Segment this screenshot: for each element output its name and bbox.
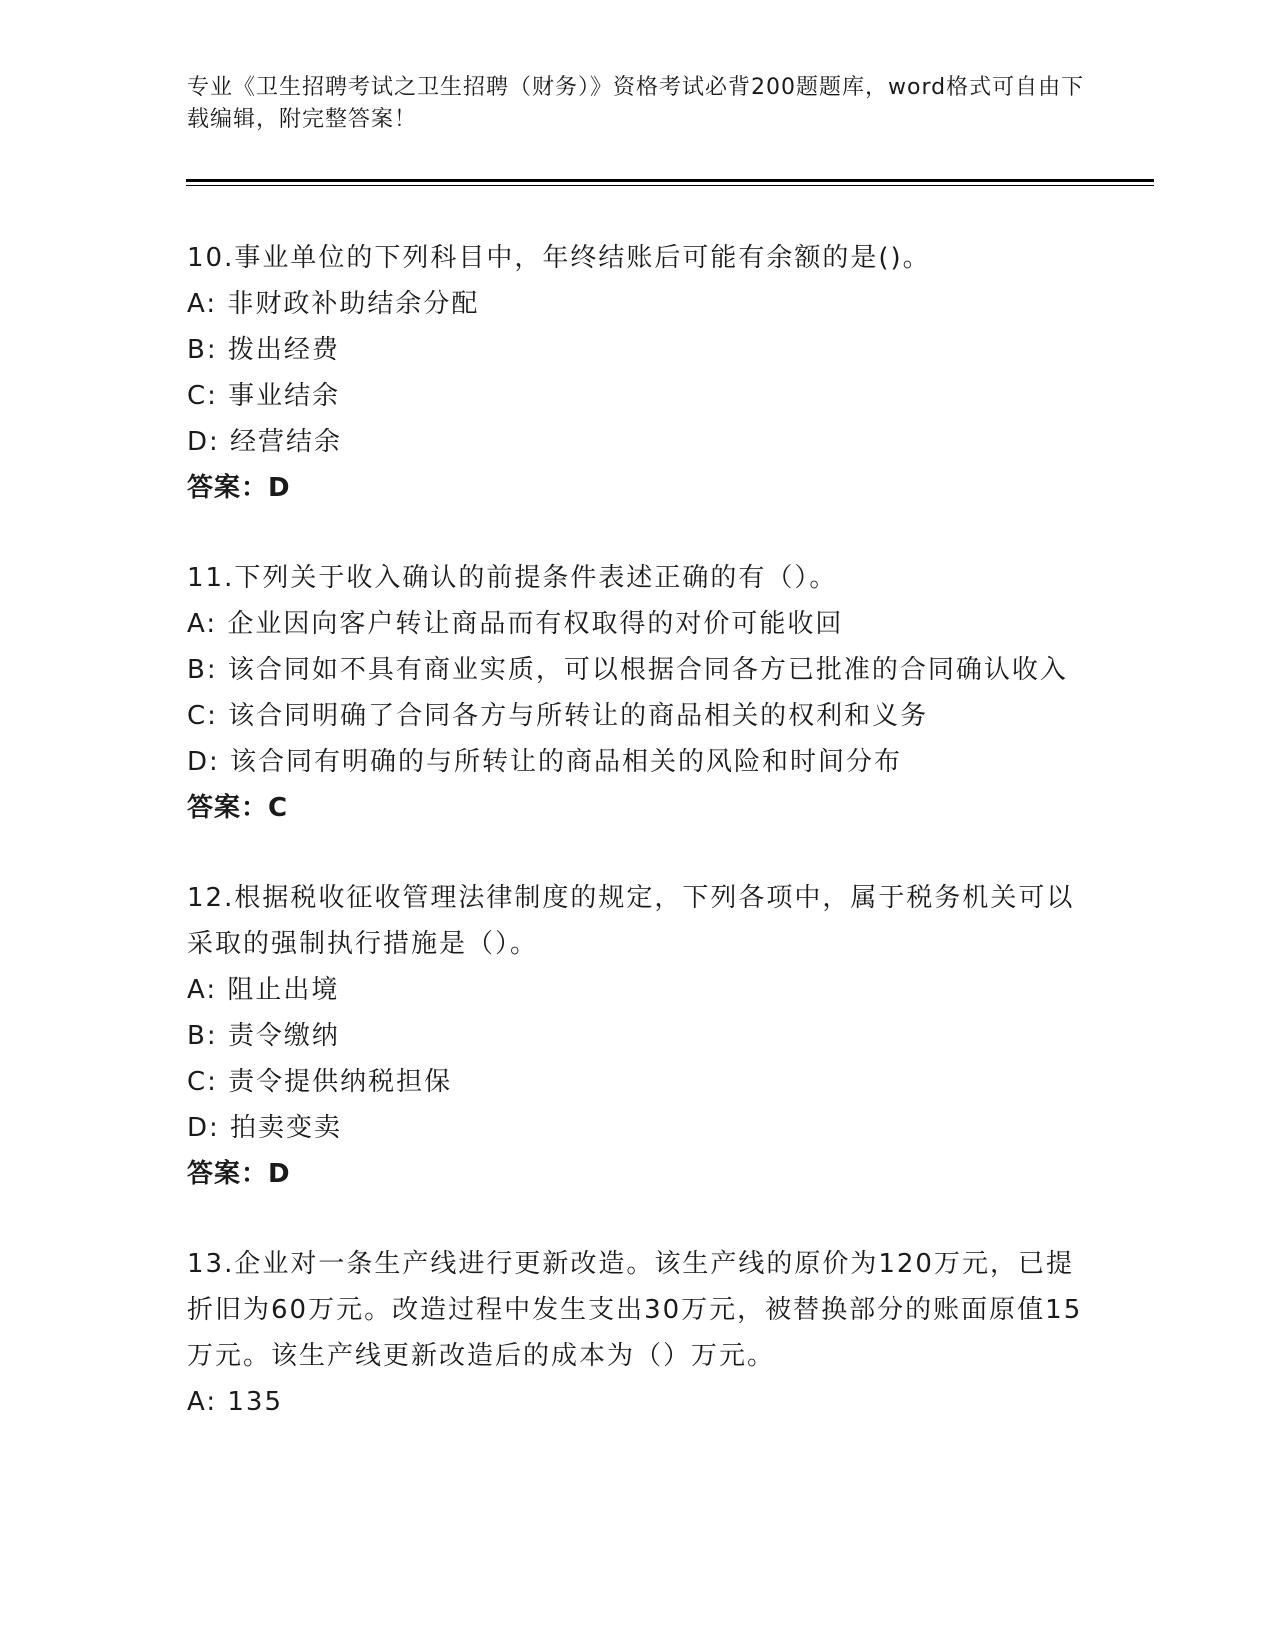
header-divider-thick [186, 179, 1154, 182]
option-c: C: 责令提供纳税担保 [187, 1067, 453, 1097]
question-text: 10.事业单位的下列科目中，年终结账后可能有余额的是()。 [187, 243, 931, 273]
option-c: C: 事业结余 [187, 381, 341, 411]
question-list [187, 235, 1087, 1469]
document-header: 专业《卫生招聘考试之卫生招聘（财务）》资格考试必背200题题库，word格式可自由下载编辑，附完整答案！ [187, 75, 1085, 132]
option-d: D: 拍卖变卖 [187, 1113, 343, 1143]
option-d: D: 经营结余 [187, 427, 343, 457]
answer: 答案：C [187, 793, 289, 823]
option-b: B: 拨出经费 [187, 335, 340, 365]
answer: 答案：D [187, 1159, 291, 1189]
option-a: A: 阻止出境 [187, 975, 340, 1005]
option-a: A: 非财政补助结余分配 [187, 289, 480, 319]
question-text: 13.企业对一条生产线进行更新改造。该生产线的原价为120万元，已提折旧为60万元。改造过程中发生支出30万元，被替换部分的账面原值15万元。该生产线更新改造后的成本为（）万元。 [187, 1249, 1083, 1371]
option-a: A: 企业因向客户转让商品而有权取得的对价可能收回 [187, 609, 844, 639]
header-divider-thin [186, 185, 1154, 186]
option-d: D: 该合同有明确的与所转让的商品相关的风险和时间分布 [187, 747, 903, 777]
question-10 [187, 235, 1087, 511]
question-text: 12.根据税收征收管理法律制度的规定，下列各项中，属于税务机关可以采取的强制执行措施是（）。 [187, 883, 1075, 959]
question-11 [187, 555, 1087, 831]
option-b: B: 该合同如不具有商业实质，可以根据合同各方已批准的合同确认收入 [187, 655, 1068, 685]
option-a: A: 135 [187, 1387, 283, 1417]
question-text: 11.下列关于收入确认的前提条件表述正确的有（）。 [187, 563, 838, 593]
option-c: C: 该合同明确了合同各方与所转让的商品相关的权利和义务 [187, 701, 929, 731]
option-b: B: 责令缴纳 [187, 1021, 340, 1051]
question-12 [187, 875, 1087, 1197]
answer: 答案：D [187, 473, 291, 503]
question-13 [187, 1241, 1087, 1425]
